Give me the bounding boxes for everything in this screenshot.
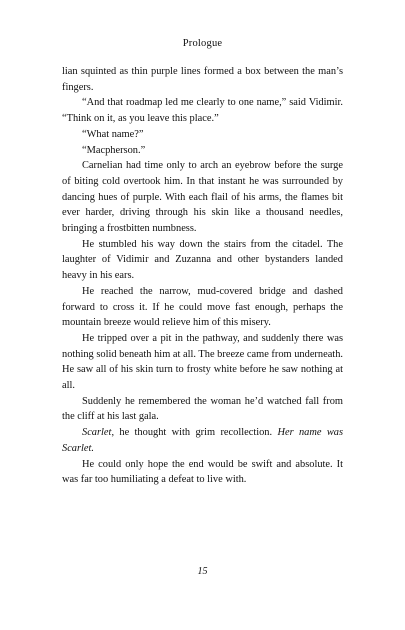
- paragraph: Suddenly he remembered the woman he’d watched fall from the cliff at his last gala.: [62, 395, 343, 423]
- italic-text: Her name was Scarlet.: [62, 427, 343, 454]
- paragraph: He stumbled his way down the stairs from the citadel. The laughter of Vidimir and Zuzanna and other bystanders landed heavy in his ears.: [62, 238, 343, 282]
- paragraph: Carnelian had time only to arch an eyebrow before the surge of biting cold overtook him. In that instant he was surrounded by dancing hues of purple. With each flail of his arms, the flames bit ever harder, driving through his skin like a thousand needles, bringing a frostbitten numbness.: [62, 160, 343, 235]
- paragraph: “Macpherson.”: [82, 144, 146, 156]
- paragraph: He reached the narrow, mud-covered bridge and dashed forward to cross it. If he could move fast enough, perhaps the mountain breeze would relieve him of this misery.: [62, 285, 343, 329]
- running-head: Prologue: [182, 38, 223, 49]
- italic-text: Scarlet: [82, 427, 112, 439]
- paragraph-text: , he thought with grim recollection.: [111, 427, 278, 439]
- page-number: 15: [197, 566, 208, 577]
- paragraph: He tripped over a pit in the pathway, and suddenly there was nothing solid beneath him at all. The breeze came from underneath. He saw all of his skin turn to frosty white before he saw nothing at all.: [62, 332, 343, 392]
- paragraph: lian squinted as thin purple lines formed a box between the man’s fingers.: [62, 66, 343, 93]
- body-text: [62, 64, 343, 488]
- paragraph: He could only hope the end would be swift and absolute. It was far too humiliating a defeat to live with.: [62, 458, 343, 486]
- paragraph: “And that roadmap led me clearly to one name,” said Vidimir. “Think on it, as you leave this place.”: [62, 97, 343, 125]
- paragraph: “What name?”: [82, 128, 144, 140]
- paragraph: [62, 425, 343, 456]
